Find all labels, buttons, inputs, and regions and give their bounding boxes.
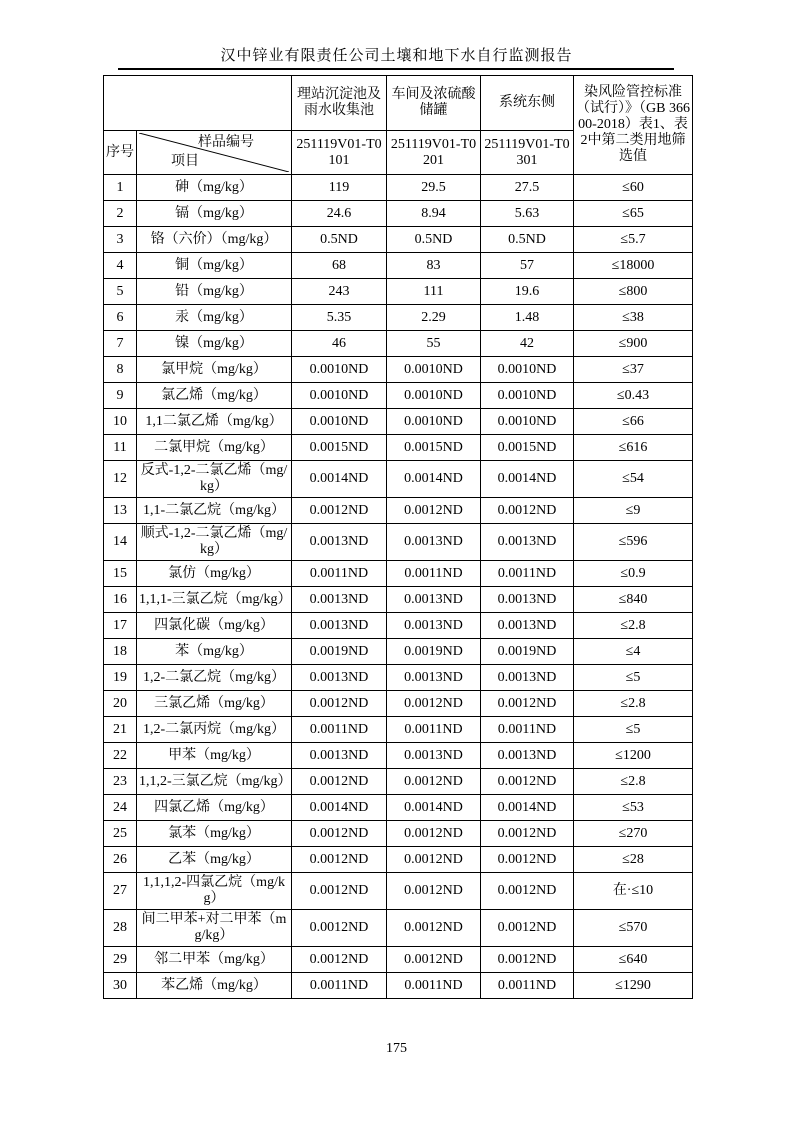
value-t0201: 83 bbox=[387, 253, 481, 279]
value-t0201: 0.0010ND bbox=[387, 357, 481, 383]
value-t0201: 0.5ND bbox=[387, 227, 481, 253]
item-name: 砷（mg/kg） bbox=[137, 175, 292, 201]
item-name: 三氯乙烯（mg/kg） bbox=[137, 691, 292, 717]
diagonal-label-item: 项目 bbox=[171, 154, 199, 169]
screening-value: ≤640 bbox=[574, 947, 693, 973]
screening-value: ≤270 bbox=[574, 821, 693, 847]
value-t0201: 0.0012ND bbox=[387, 873, 481, 910]
item-name: 氯乙烯（mg/kg） bbox=[137, 383, 292, 409]
item-name: 间二甲苯+对二甲苯（mg/kg） bbox=[137, 910, 292, 947]
screening-value: ≤2.8 bbox=[574, 691, 693, 717]
value-t0201: 0.0013ND bbox=[387, 665, 481, 691]
value-t0201: 2.29 bbox=[387, 305, 481, 331]
row-number: 26 bbox=[104, 847, 137, 873]
value-t0201: 0.0014ND bbox=[387, 461, 481, 498]
row-number: 11 bbox=[104, 435, 137, 461]
value-t0301: 0.0012ND bbox=[481, 821, 574, 847]
value-t0301: 1.48 bbox=[481, 305, 574, 331]
row-number: 19 bbox=[104, 665, 137, 691]
item-name: 四氯化碳（mg/kg） bbox=[137, 613, 292, 639]
row-number: 10 bbox=[104, 409, 137, 435]
value-t0101: 5.35 bbox=[292, 305, 387, 331]
value-t0201: 0.0011ND bbox=[387, 717, 481, 743]
value-t0201: 0.0012ND bbox=[387, 769, 481, 795]
row-number: 12 bbox=[104, 461, 137, 498]
value-t0201: 0.0015ND bbox=[387, 435, 481, 461]
table-row bbox=[104, 717, 693, 743]
value-t0101: 0.0012ND bbox=[292, 947, 387, 973]
item-name: 1,1二氯乙烯（mg/kg） bbox=[137, 409, 292, 435]
screening-value: ≤5 bbox=[574, 717, 693, 743]
item-name: 1,1-二氯乙烷（mg/kg） bbox=[137, 498, 292, 524]
screening-value: ≤2.8 bbox=[574, 769, 693, 795]
row-number: 23 bbox=[104, 769, 137, 795]
table-row bbox=[104, 331, 693, 357]
table-row bbox=[104, 461, 693, 498]
table-row bbox=[104, 498, 693, 524]
value-t0101: 0.0011ND bbox=[292, 973, 387, 999]
value-t0201: 29.5 bbox=[387, 175, 481, 201]
item-name: 1,2-二氯丙烷（mg/kg） bbox=[137, 717, 292, 743]
value-t0301: 27.5 bbox=[481, 175, 574, 201]
value-t0201: 0.0012ND bbox=[387, 847, 481, 873]
location-header-t0101: 理站沉淀池及雨水收集池 bbox=[292, 76, 387, 131]
screening-value: 在·≤10 bbox=[574, 873, 693, 910]
table-row bbox=[104, 305, 693, 331]
screening-value: ≤9 bbox=[574, 498, 693, 524]
serial-number-header: 序号 bbox=[104, 131, 137, 175]
value-t0301: 0.0013ND bbox=[481, 665, 574, 691]
location-header-t0201: 车间及浓硫酸储罐 bbox=[387, 76, 481, 131]
value-t0101: 0.0011ND bbox=[292, 561, 387, 587]
row-number: 30 bbox=[104, 973, 137, 999]
value-t0301: 5.63 bbox=[481, 201, 574, 227]
location-header-row bbox=[104, 76, 693, 131]
table-row bbox=[104, 795, 693, 821]
value-t0101: 0.0012ND bbox=[292, 910, 387, 947]
table-row bbox=[104, 947, 693, 973]
value-t0201: 0.0012ND bbox=[387, 910, 481, 947]
value-t0201: 0.0014ND bbox=[387, 795, 481, 821]
value-t0101: 243 bbox=[292, 279, 387, 305]
row-number: 7 bbox=[104, 331, 137, 357]
value-t0101: 119 bbox=[292, 175, 387, 201]
value-t0201: 0.0012ND bbox=[387, 821, 481, 847]
row-number: 24 bbox=[104, 795, 137, 821]
value-t0301: 0.0014ND bbox=[481, 795, 574, 821]
page-title: 汉中锌业有限责任公司土壤和地下水自行监测报告 bbox=[220, 48, 573, 64]
table-row bbox=[104, 691, 693, 717]
item-name: 1,1,1-三氯乙烷（mg/kg） bbox=[137, 587, 292, 613]
diagonal-header-wrap bbox=[139, 133, 289, 172]
value-t0301: 0.0013ND bbox=[481, 743, 574, 769]
value-t0301: 0.0012ND bbox=[481, 873, 574, 910]
sample-id-t0301: 251119V01-T0301 bbox=[481, 131, 574, 175]
value-t0101: 0.0014ND bbox=[292, 795, 387, 821]
value-t0101: 0.0014ND bbox=[292, 461, 387, 498]
row-number: 20 bbox=[104, 691, 137, 717]
item-name: 镉（mg/kg） bbox=[137, 201, 292, 227]
item-name: 氯苯（mg/kg） bbox=[137, 821, 292, 847]
table-row bbox=[104, 973, 693, 999]
item-name: 铬（六价）（mg/kg） bbox=[137, 227, 292, 253]
sample-id-t0101: 251119V01-T0101 bbox=[292, 131, 387, 175]
row-number: 15 bbox=[104, 561, 137, 587]
value-t0101: 0.0012ND bbox=[292, 769, 387, 795]
row-number: 27 bbox=[104, 873, 137, 910]
table-row bbox=[104, 587, 693, 613]
row-number: 13 bbox=[104, 498, 137, 524]
table-row bbox=[104, 253, 693, 279]
table-row bbox=[104, 821, 693, 847]
value-t0101: 0.0011ND bbox=[292, 717, 387, 743]
item-name: 四氯乙烯（mg/kg） bbox=[137, 795, 292, 821]
value-t0201: 0.0011ND bbox=[387, 973, 481, 999]
diagonal-label-sample-id: 样品编号 bbox=[198, 135, 254, 150]
location-header-t0301: 系统东侧 bbox=[481, 76, 574, 131]
row-number: 16 bbox=[104, 587, 137, 613]
item-name: 汞（mg/kg） bbox=[137, 305, 292, 331]
value-t0301: 0.0011ND bbox=[481, 973, 574, 999]
value-t0201: 111 bbox=[387, 279, 481, 305]
row-number: 22 bbox=[104, 743, 137, 769]
value-t0301: 0.0011ND bbox=[481, 561, 574, 587]
screening-value: ≤900 bbox=[574, 331, 693, 357]
table-row bbox=[104, 435, 693, 461]
value-t0201: 0.0010ND bbox=[387, 383, 481, 409]
value-t0301: 0.0013ND bbox=[481, 524, 574, 561]
page-number: 175 bbox=[386, 1041, 407, 1056]
value-t0301: 0.0010ND bbox=[481, 409, 574, 435]
table-row bbox=[104, 910, 693, 947]
item-name: 二氯甲烷（mg/kg） bbox=[137, 435, 292, 461]
value-t0301: 0.0012ND bbox=[481, 769, 574, 795]
value-t0101: 68 bbox=[292, 253, 387, 279]
screening-value: ≤0.9 bbox=[574, 561, 693, 587]
table-body bbox=[104, 175, 693, 999]
value-t0101: 0.0010ND bbox=[292, 383, 387, 409]
screening-value: ≤65 bbox=[574, 201, 693, 227]
value-t0201: 55 bbox=[387, 331, 481, 357]
value-t0101: 0.0012ND bbox=[292, 691, 387, 717]
sample-id-t0201: 251119V01-T0201 bbox=[387, 131, 481, 175]
item-name: 镍（mg/kg） bbox=[137, 331, 292, 357]
value-t0201: 0.0012ND bbox=[387, 947, 481, 973]
value-t0301: 42 bbox=[481, 331, 574, 357]
value-t0101: 0.0010ND bbox=[292, 409, 387, 435]
value-t0101: 0.0012ND bbox=[292, 873, 387, 910]
screening-value: ≤38 bbox=[574, 305, 693, 331]
item-name: 邻二甲苯（mg/kg） bbox=[137, 947, 292, 973]
table-row bbox=[104, 383, 693, 409]
value-t0301: 0.0013ND bbox=[481, 587, 574, 613]
table-row bbox=[104, 524, 693, 561]
value-t0101: 0.0010ND bbox=[292, 357, 387, 383]
item-name: 氯甲烷（mg/kg） bbox=[137, 357, 292, 383]
item-name: 苯（mg/kg） bbox=[137, 639, 292, 665]
value-t0301: 0.5ND bbox=[481, 227, 574, 253]
row-number: 6 bbox=[104, 305, 137, 331]
value-t0101: 0.0012ND bbox=[292, 821, 387, 847]
screening-value: ≤840 bbox=[574, 587, 693, 613]
value-t0201: 0.0011ND bbox=[387, 561, 481, 587]
row-number: 2 bbox=[104, 201, 137, 227]
screening-value: ≤18000 bbox=[574, 253, 693, 279]
row-number: 28 bbox=[104, 910, 137, 947]
table-row bbox=[104, 561, 693, 587]
screening-value: ≤54 bbox=[574, 461, 693, 498]
table-row bbox=[104, 847, 693, 873]
screening-value: ≤800 bbox=[574, 279, 693, 305]
screening-value: ≤5.7 bbox=[574, 227, 693, 253]
value-t0101: 0.0013ND bbox=[292, 587, 387, 613]
item-name: 乙苯（mg/kg） bbox=[137, 847, 292, 873]
item-name: 1,1,2-三氯乙烷（mg/kg） bbox=[137, 769, 292, 795]
value-t0301: 57 bbox=[481, 253, 574, 279]
value-t0301: 0.0012ND bbox=[481, 847, 574, 873]
diagonal-header-cell bbox=[137, 131, 292, 175]
screening-value: ≤37 bbox=[574, 357, 693, 383]
row-number: 29 bbox=[104, 947, 137, 973]
row-number: 3 bbox=[104, 227, 137, 253]
item-name: 顺式-1,2-二氯乙烯（mg/kg） bbox=[137, 524, 292, 561]
value-t0101: 0.0012ND bbox=[292, 498, 387, 524]
value-t0101: 0.0015ND bbox=[292, 435, 387, 461]
value-t0301: 0.0011ND bbox=[481, 717, 574, 743]
screening-value: ≤60 bbox=[574, 175, 693, 201]
value-t0301: 0.0012ND bbox=[481, 498, 574, 524]
value-t0301: 0.0012ND bbox=[481, 910, 574, 947]
value-t0301: 0.0013ND bbox=[481, 613, 574, 639]
row-number: 21 bbox=[104, 717, 137, 743]
screening-value: ≤4 bbox=[574, 639, 693, 665]
value-t0201: 8.94 bbox=[387, 201, 481, 227]
value-t0101: 0.0013ND bbox=[292, 613, 387, 639]
screening-value: ≤596 bbox=[574, 524, 693, 561]
item-name: 苯乙烯（mg/kg） bbox=[137, 973, 292, 999]
screening-value: ≤66 bbox=[574, 409, 693, 435]
table-row bbox=[104, 665, 693, 691]
value-t0201: 0.0010ND bbox=[387, 409, 481, 435]
title-rule bbox=[118, 68, 674, 70]
item-name: 1,2-二氯乙烷（mg/kg） bbox=[137, 665, 292, 691]
value-t0201: 0.0019ND bbox=[387, 639, 481, 665]
value-t0201: 0.0012ND bbox=[387, 498, 481, 524]
screening-value: ≤570 bbox=[574, 910, 693, 947]
row-number: 25 bbox=[104, 821, 137, 847]
row-number: 14 bbox=[104, 524, 137, 561]
table-row bbox=[104, 409, 693, 435]
row-number: 5 bbox=[104, 279, 137, 305]
row-number: 4 bbox=[104, 253, 137, 279]
value-t0201: 0.0013ND bbox=[387, 743, 481, 769]
table-row bbox=[104, 357, 693, 383]
item-name: 甲苯（mg/kg） bbox=[137, 743, 292, 769]
screening-standard-header: 染风险管控标准（试行）》（GB 36600-2018）表1、表2中第二类用地筛选值 bbox=[574, 76, 693, 175]
row-number: 17 bbox=[104, 613, 137, 639]
value-t0201: 0.0013ND bbox=[387, 613, 481, 639]
item-name: 氯仿（mg/kg） bbox=[137, 561, 292, 587]
value-t0201: 0.0013ND bbox=[387, 587, 481, 613]
row-number: 8 bbox=[104, 357, 137, 383]
item-name: 铜（mg/kg） bbox=[137, 253, 292, 279]
value-t0301: 19.6 bbox=[481, 279, 574, 305]
table-row bbox=[104, 769, 693, 795]
screening-value: ≤1290 bbox=[574, 973, 693, 999]
table-row bbox=[104, 201, 693, 227]
value-t0101: 0.0012ND bbox=[292, 847, 387, 873]
item-name: 1,1,1,2-四氯乙烷（mg/kg） bbox=[137, 873, 292, 910]
row-number: 9 bbox=[104, 383, 137, 409]
value-t0301: 0.0010ND bbox=[481, 357, 574, 383]
value-t0301: 0.0012ND bbox=[481, 947, 574, 973]
table-row bbox=[104, 279, 693, 305]
screening-value: ≤616 bbox=[574, 435, 693, 461]
screening-value: ≤5 bbox=[574, 665, 693, 691]
screening-value: ≤1200 bbox=[574, 743, 693, 769]
screening-value: ≤53 bbox=[574, 795, 693, 821]
table-row bbox=[104, 873, 693, 910]
corner-empty-cell bbox=[104, 76, 292, 131]
value-t0301: 0.0019ND bbox=[481, 639, 574, 665]
screening-value: ≤2.8 bbox=[574, 613, 693, 639]
item-name: 反式-1,2-二氯乙烯（mg/kg） bbox=[137, 461, 292, 498]
monitoring-results-table bbox=[103, 75, 693, 999]
row-number: 1 bbox=[104, 175, 137, 201]
value-t0301: 0.0015ND bbox=[481, 435, 574, 461]
value-t0101: 46 bbox=[292, 331, 387, 357]
item-name: 铅（mg/kg） bbox=[137, 279, 292, 305]
table-row bbox=[104, 639, 693, 665]
table-row bbox=[104, 613, 693, 639]
value-t0301: 0.0012ND bbox=[481, 691, 574, 717]
row-number: 18 bbox=[104, 639, 137, 665]
value-t0201: 0.0012ND bbox=[387, 691, 481, 717]
value-t0101: 0.0019ND bbox=[292, 639, 387, 665]
table-row bbox=[104, 227, 693, 253]
screening-value: ≤28 bbox=[574, 847, 693, 873]
table-row bbox=[104, 175, 693, 201]
table-row bbox=[104, 743, 693, 769]
value-t0101: 0.0013ND bbox=[292, 665, 387, 691]
value-t0101: 0.0013ND bbox=[292, 524, 387, 561]
screening-value: ≤0.43 bbox=[574, 383, 693, 409]
value-t0101: 0.0013ND bbox=[292, 743, 387, 769]
value-t0201: 0.0013ND bbox=[387, 524, 481, 561]
value-t0301: 0.0010ND bbox=[481, 383, 574, 409]
value-t0301: 0.0014ND bbox=[481, 461, 574, 498]
value-t0101: 24.6 bbox=[292, 201, 387, 227]
value-t0101: 0.5ND bbox=[292, 227, 387, 253]
